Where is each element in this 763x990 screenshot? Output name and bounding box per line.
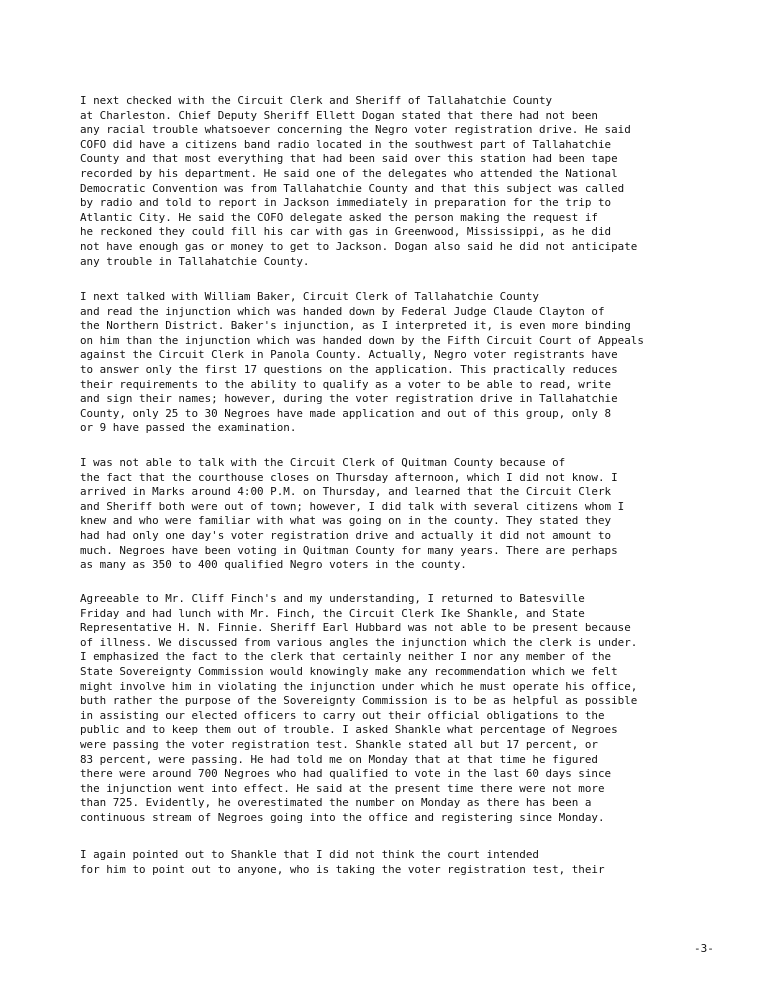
text-line: might involve him in violating the injunction under which he must operate his office, (80, 679, 638, 693)
text-line: in assisting our elected officers to carry out their official obligations to the (80, 708, 605, 722)
text-line: the injunction went into effect. He said at the present time there were not more (80, 781, 605, 795)
text-line: as many as 350 to 400 qualified Negro voters in the county. (80, 558, 467, 572)
text-line: I was not able to talk with the Circuit Clerk of Quitman County because of (80, 456, 566, 469)
text-line: or 9 have passed the examination. (80, 421, 297, 435)
text-line: had had only one day's voter registration drive and actually it did not amount to (80, 528, 612, 542)
text-line: public and to keep them out of trouble. I asked Shankle what percentage of Negroes (80, 723, 618, 737)
text-line: there were around 700 Negroes who had qualified to vote in the last 60 days since (80, 767, 612, 781)
text-line: I again pointed out to Shankle that I did not think the court intended (80, 848, 539, 861)
text-line: I next checked with the Circuit Clerk and Sheriff of Tallahatchie County (80, 94, 553, 107)
text-line: County, only 25 to 30 Negroes have made application and out of this group, only 8 (80, 406, 612, 420)
text-line: any racial trouble whatsoever concerning the Negro voter registration drive. He said (80, 123, 631, 137)
text-line: continuous stream of Negroes going into the office and registering since Monday. (80, 810, 605, 824)
text-line: Atlantic City. He said the COFO delegate asked the person making the request if (80, 210, 598, 224)
text-line: arrived in Marks around 4:00 P.M. on Thursday, and learned that the Circuit Clerk (80, 485, 612, 499)
text-line: Agreeable to Mr. Cliff Finch's and my understanding, I returned to Batesville (80, 592, 585, 605)
text-line: for him to point out to anyone, who is taking the voter registration test, their (80, 862, 605, 876)
text-line: County and that most everything that had been said over this station had been tape (80, 152, 618, 166)
text-line: knew and who were familiar with what was going on in the county. They stated they (80, 514, 612, 528)
text-line: 83 percent, were passing. He had told me on Monday that at that time he figured (80, 752, 598, 766)
text-line: the Northern District. Baker's injunction, as I interpreted it, is even more binding (80, 319, 631, 333)
text-line: Democratic Convention was from Tallahatchie County and that this subject was called (80, 181, 625, 195)
paragraph-baker-injunction (80, 290, 720, 436)
text-line: not have enough gas or money to get to Jackson. Dogan also said he did not anticipate (80, 239, 638, 253)
text-line: State Sovereignty Commission would knowingly make any recommendation which we felt (80, 664, 618, 678)
text-line: their requirements to the ability to qualify as a voter to be able to read, write (80, 377, 612, 391)
text-line: against the Circuit Clerk in Panola County. Actually, Negro voter registrants have (80, 348, 618, 362)
text-line: of illness. We discussed from various angles the injunction which the clerk is under. (80, 635, 638, 649)
text-line: and read the injunction which was handed down by Federal Judge Claude Clayton of (80, 304, 605, 318)
text-line: by radio and told to report in Jackson immediately in preparation for the trip to (80, 196, 612, 210)
text-line: COFO did have a citizens band radio located in the southwest part of Tallahatchie (80, 137, 612, 151)
text-line: he reckoned they could fill his car with gas in Greenwood, Mississippi, as he did (80, 225, 612, 239)
text-line: and Sheriff both were out of town; however, I did talk with several citizens whom I (80, 499, 625, 513)
text-line: Representative H. N. Finnie. Sheriff Earl Hubbard was not able to be present because (80, 621, 631, 635)
text-line: I emphasized the fact to the clerk that certainly neither I nor any member of the (80, 650, 612, 664)
text-line: buth rather the purpose of the Sovereignty Commission is to be as helpful as possible (80, 694, 638, 708)
page-number: -3- (694, 942, 714, 955)
text-line: than 725. Evidently, he overestimated the number on Monday as there has been a (80, 796, 592, 810)
text-line: to answer only the first 17 questions on the application. This practically reduces (80, 362, 618, 376)
text-line: the fact that the courthouse closes on Thursday afternoon, which I did not know. I (80, 470, 618, 484)
text-line: much. Negroes have been voting in Quitman County for many years. There are perhaps (80, 543, 618, 557)
text-line: on him than the injunction which was handed down by the Fifth Circuit Court of Appeals (80, 333, 644, 347)
paragraph-quitman-county (80, 456, 720, 573)
paragraph-tallahatchie-sheriff (80, 94, 720, 269)
paragraph-batesville-meeting (80, 592, 720, 826)
text-line: at Charleston. Chief Deputy Sheriff Ellett Dogan stated that there had not been (80, 108, 598, 122)
text-line: and sign their names; however, during the voter registration drive in Tallahatchie (80, 392, 618, 406)
text-line: I next talked with William Baker, Circuit Clerk of Tallahatchie County (80, 290, 539, 303)
text-line: Friday and had lunch with Mr. Finch, the Circuit Clerk Ike Shankle, and State (80, 606, 585, 620)
paragraph-shankle-followup (80, 848, 720, 877)
text-line: recorded by his department. He said one of the delegates who attended the National (80, 166, 618, 180)
text-line: were passing the voter registration test. Shankle stated all but 17 percent, or (80, 737, 598, 751)
text-line: any trouble in Tallahatchie County. (80, 254, 310, 268)
